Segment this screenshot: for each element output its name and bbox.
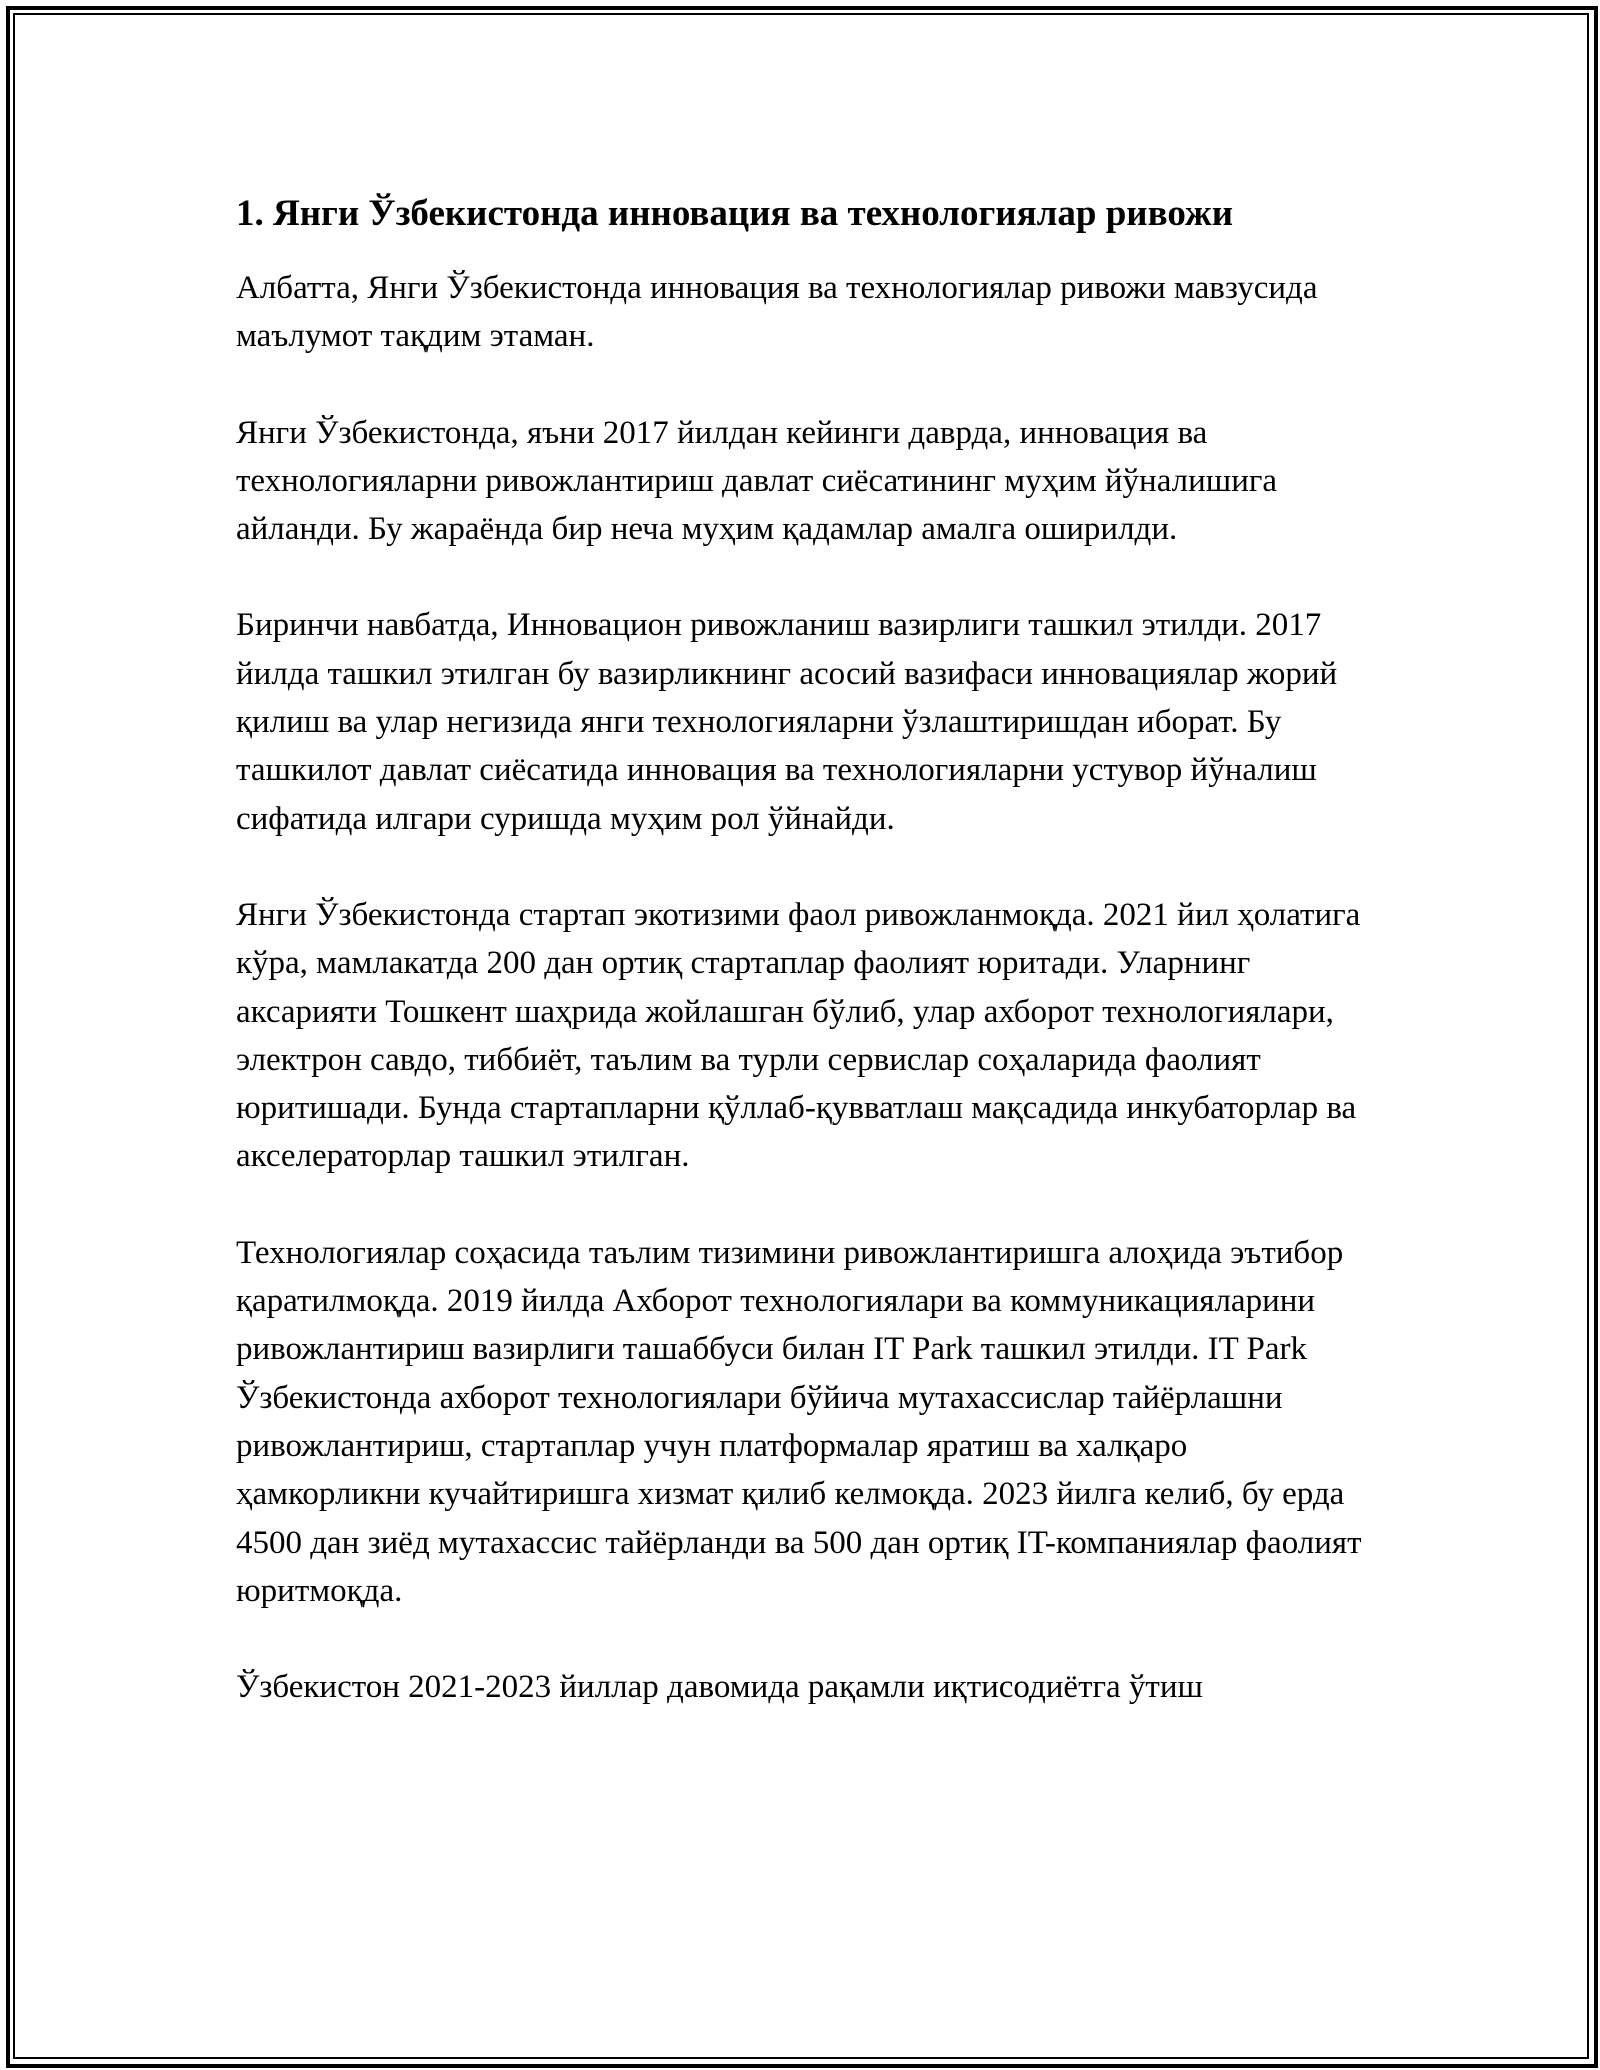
paragraph-intro: Албатта, Янги Ўзбекистонда инновация ва технологиялар ривожи мавзусида маълумот тақдим этаман. xyxy=(236,270,1318,355)
paragraph-it-park: Технологиялар соҳасида таълим тизимини ривожлантиришга алоҳида эътибор қаратилмоқда. 2019 йилда Ахборот технологиялари ва коммуникацияларини ривожлантириш вазирлиги ташаббуси билан IT Park ташкил этилди. IT Park Ўзбекистонда ахборот технологиялари бўйича мутахассислар тайёрлашни ривожлантириш, стартаплар учун платформалар яратиш ва халқаро ҳамкорликни кучайтиришга хизмат қилиб келмоқда. 2023 йилга келиб, бу ерда 4500 дан зиёд мутахассис тайёрланди ва 500 дан ортиқ IT-компаниялар фаолият юритмоқда. xyxy=(236,1234,1362,1609)
document-title: 1. Янги Ўзбекистонда инновация ва технологиялар ривожи xyxy=(236,193,1234,234)
paragraph-startups: Янги Ўзбекистонда стартап экотизими фаол ривожланмоқда. 2021 йил ҳолатига кўра, мамлакатда 200 дан ортиқ стартаплар фаолият юритади. Уларнинг аксарияти Тошкент шаҳрида жойлашган бўлиб, улар ахборот технологиялари, электрон савдо, тиббиёт, таълим ва турли сервислар соҳаларида фаолият юритишади. Бунда стартапларни қўллаб-қувватлаш мақсадида инкубаторлар ва акселераторлар ташкил этилган. xyxy=(236,896,1361,1175)
document-body xyxy=(236,186,1376,1711)
paragraph-ministry: Биринчи навбатда, Инновацион ривожланиш вазирлиги ташкил этилди. 2017 йилда ташкил этилган бу вазирликнинг асосий вазифаси инновациялар жорий қилиш ва улар негизида янги технологияларни ўзлаштиришдан иборат. Бу ташкилот давлат сиёсатида инновация ва технологияларни устувор йўналиш сифатида илгари суришда муҳим рол ўйнайди. xyxy=(236,607,1338,837)
paragraph-policy: Янги Ўзбекистонда, яъни 2017 йилдан кейинги даврда, инновация ва технологияларни ривожлантириш давлат сиёсатининг муҳим йўналишига айланди. Бу жараёнда бир неча муҳим қадамлар амалга оширилди. xyxy=(236,414,1278,548)
paragraph-digital-economy: Ўзбекистон 2021-2023 йиллар давомида рақамли иқтисодиётга ўтиш xyxy=(236,1669,1203,1706)
